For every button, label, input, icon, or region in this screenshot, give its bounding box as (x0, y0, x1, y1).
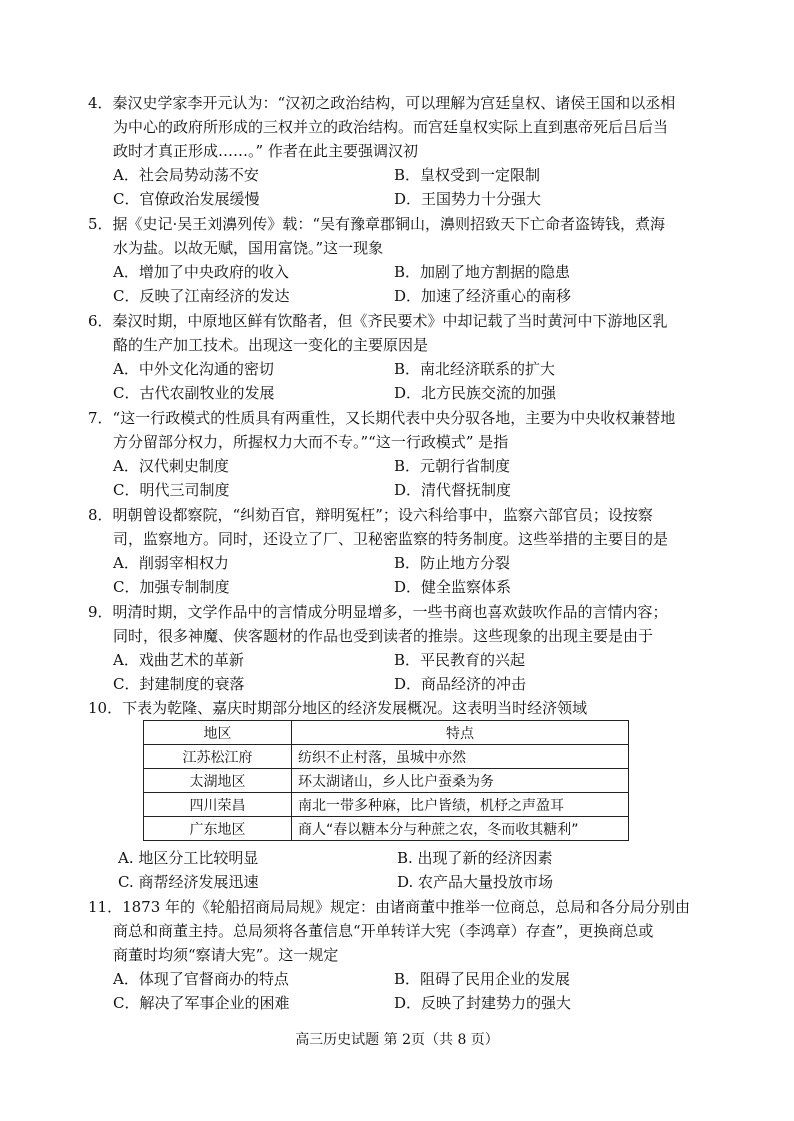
question-8-stem-line-1: 8．明朝曾设都察院，“纠劾百官，辩明冤枉”；设六科给事中，监察六部官员；设按察 (88, 506, 653, 524)
question-11-stem-line-3: 商董时均须“察请大宪”。这一规定 (113, 946, 339, 964)
question-5-option-a: A．增加了中央政府的收入 (113, 263, 289, 281)
table-row (144, 793, 629, 817)
question-9-stem-line-1: 9．明清时期，文学作品中的言情成分明显增多，一些书商也喜欢鼓吹作品的言情内容； (88, 603, 668, 621)
question-6-stem-line-1: 6．秦汉时期，中原地区鲜有饮酪者，但《齐民要术》中却记载了当时黄河中下游地区乳 (88, 312, 668, 330)
question-7-option-d: D．清代督抚制度 (394, 481, 512, 499)
question-9-stem-line-2: 同时，很多神魔、侠客题材的作品也受到读者的推崇。这些现象的出现主要是由于 (113, 627, 654, 645)
question-11-option-d: D．反映了封建势力的强大 (394, 994, 572, 1012)
question-5-option-d: D．加速了经济重心的南移 (394, 287, 572, 305)
question-11-stem-line-2: 商总和商董主持。总局须将各董信息“开单转详大宪（李鸿章）存查”，更换商总或 (113, 922, 654, 940)
question-4-option-d: D．王国势力十分强大 (394, 190, 542, 208)
question-7-option-c: C．明代三司制度 (113, 481, 230, 499)
question-5-option-c: C．反映了江南经济的发达 (113, 287, 290, 305)
table-row (144, 745, 629, 769)
table-row (144, 769, 629, 793)
table-cell-region: 广东地区 (144, 817, 292, 841)
question-4-option-b: B．皇权受到一定限制 (394, 166, 541, 184)
question-8-option-c: C．加强专制制度 (113, 578, 230, 596)
question-10-option-c: C. 商帮经济发展迅速 (118, 873, 259, 891)
question-7-option-b: B．元朝行省制度 (394, 457, 511, 475)
question-8-option-d: D．健全监察体系 (394, 578, 512, 596)
question-4-option-c: C．官僚政治发展缓慢 (113, 190, 260, 208)
question-10-option-b: B. 出现了新的经济因素 (397, 849, 553, 867)
question-6-option-d: D．北方民族交流的加强 (394, 384, 557, 402)
question-9-option-d: D．商品经济的冲击 (394, 675, 527, 693)
question-6-option-a: A．中外文化沟通的密切 (113, 360, 274, 378)
question-6-stem-line-2: 酪的生产加工技术。出现这一变化的主要原因是 (113, 336, 429, 354)
question-11-option-b: B．阻碍了民用企业的发展 (394, 970, 571, 988)
question-11-option-a: A．体现了官督商办的特点 (113, 970, 289, 988)
table-cell-feature: 南北一带多种麻，比户皆绩，机杼之声盈耳 (292, 793, 629, 817)
question-6-option-b: B．南北经济联系的扩大 (394, 360, 556, 378)
table-row (144, 817, 629, 841)
economy-table (143, 720, 629, 841)
table-cell-region: 四川荣昌 (144, 793, 292, 817)
table-header-region: 地区 (144, 721, 292, 745)
table-cell-region: 太湖地区 (144, 769, 292, 793)
question-8-option-a: A．削弱宰相权力 (113, 554, 229, 572)
question-10-stem-line-1: 10．下表为乾隆、嘉庆时期部分地区的经济发展概况。这表明当时经济领域 (88, 699, 588, 717)
question-5-option-b: B．加剧了地方割据的隐患 (394, 263, 571, 281)
question-11-option-c: C．解决了军事企业的困难 (113, 994, 290, 1012)
question-7-stem-line-1: 7．“这一行政模式的性质具有两重性，又长期代表中央分驭各地，主要为中央收权兼替地 (88, 409, 676, 427)
question-9-option-b: B．平民教育的兴起 (394, 651, 526, 669)
question-4-stem-line-3: 政时才真正形成……。” 作者在此主要强调汉初 (113, 142, 418, 160)
table-header-feature: 特点 (292, 721, 629, 745)
question-9-option-c: C．封建制度的衰落 (113, 675, 245, 693)
question-8-stem-line-2: 司，监察地方。同时，还设立了厂、卫秘密监察的特务制度。这些举措的主要目的是 (113, 530, 669, 548)
question-6-option-c: C．古代农副牧业的发展 (113, 384, 275, 402)
page-footer: 高三历史试题 第 2页（共 8 页） (295, 1032, 499, 1048)
table-cell-region: 江苏松江府 (144, 745, 292, 769)
table-cell-feature: 环太湖诸山，乡人比户蚕桑为务 (292, 769, 629, 793)
question-10-option-d: D. 农产品大量投放市场 (397, 873, 554, 891)
table-cell-feature: 纺织不止村落，虽城中亦然 (292, 745, 629, 769)
table-cell-feature: 商人“春以糖本分与种蔗之农，冬而收其糖利” (292, 817, 629, 841)
question-9-option-a: A．戏曲艺术的革新 (113, 651, 244, 669)
question-8-option-b: B．防止地方分裂 (394, 554, 511, 572)
question-10-option-a: A. 地区分工比较明显 (118, 849, 259, 867)
question-11-stem-line-1: 11．1873 年的《轮船招商局局规》规定：由诸商董中推举一位商总，总局和各分局分别由 (88, 898, 691, 916)
question-5-stem-line-1: 5．据《史记·吴王刘濞列传》载：“吴有豫章郡铜山，濞则招致天下亡命者盗铸钱，煮海 (88, 215, 665, 233)
table-header-row (144, 721, 629, 745)
question-4-stem-line-1: 4．秦汉史学家李开元认为：“汉初之政治结构，可以理解为宫廷皇权、诸侯王国和以丞相 (88, 94, 676, 112)
question-5-stem-line-2: 水为盐。以故无赋，国用富饶。”这一现象 (113, 239, 384, 257)
question-7-stem-line-2: 方分留部分权力，所握权力大而不专。”“这一行政模式” 是指 (113, 433, 509, 451)
question-7-option-a: A．汉代刺史制度 (113, 457, 229, 475)
question-4-stem-line-2: 为中心的政府所形成的三权并立的政治结构。而宫廷皇权实际上直到惠帝死后吕后当 (113, 118, 669, 136)
question-4-option-a: A．社会局势动荡不安 (113, 166, 259, 184)
